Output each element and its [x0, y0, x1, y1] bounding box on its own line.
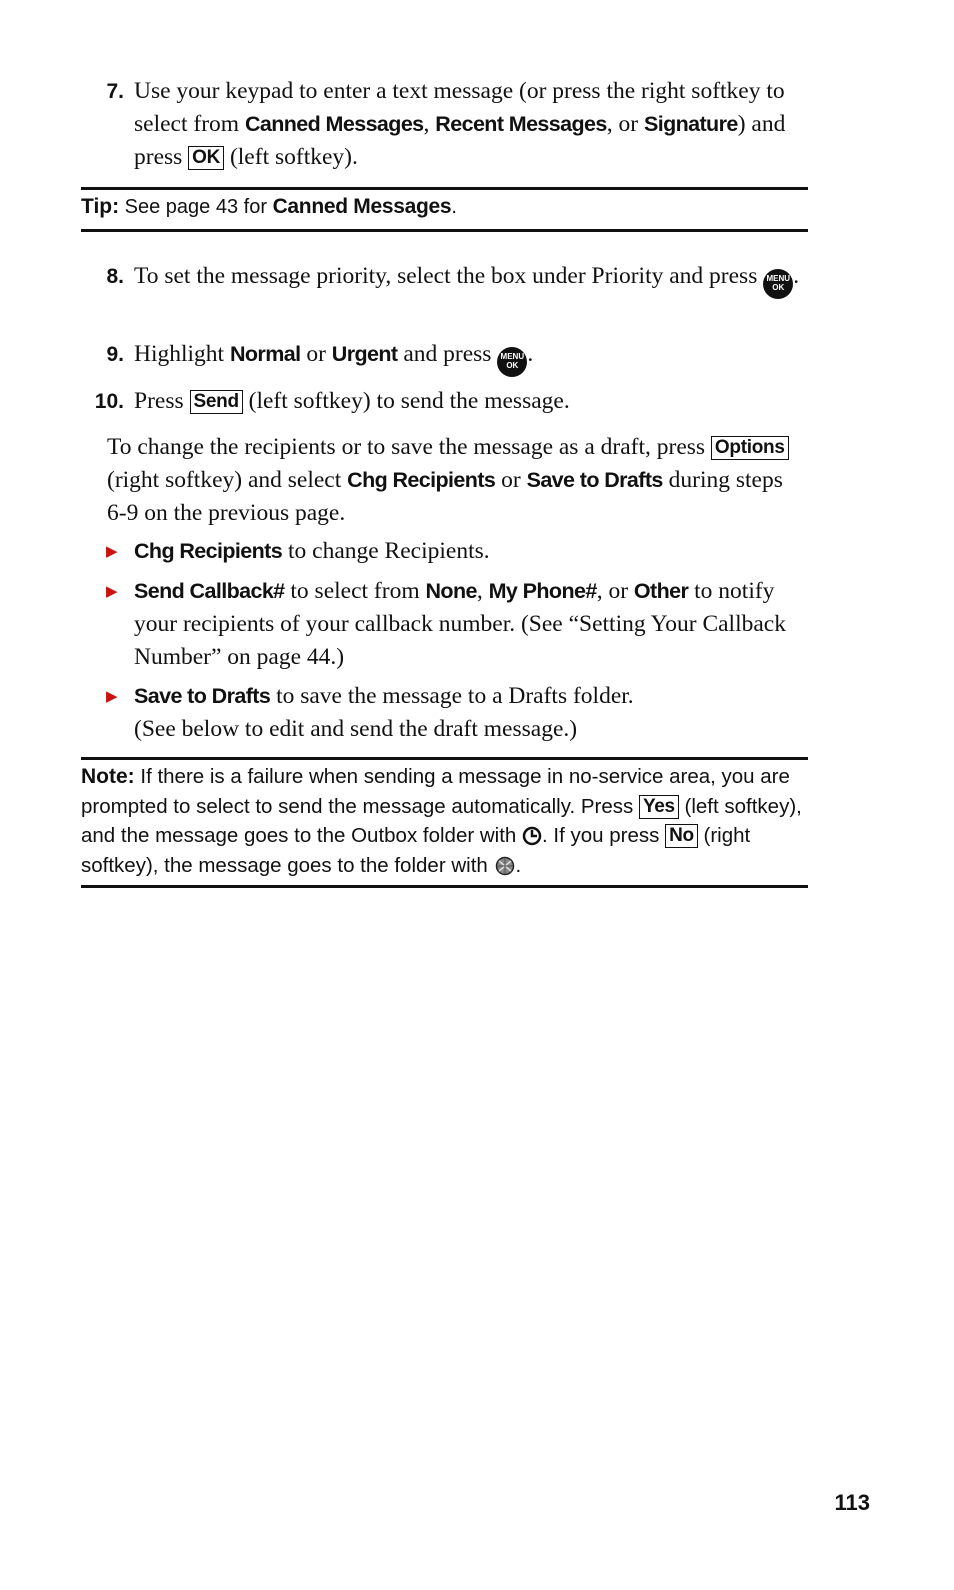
options-softkey: Options — [711, 436, 789, 460]
bullet-text: (See below to edit and send the draft message.) — [134, 716, 578, 742]
note-text: (right softkey), the message goes to the folder with — [81, 824, 751, 877]
ok-softkey: OK — [188, 146, 224, 170]
tip-bold: Canned Messages — [272, 195, 452, 218]
step-text: ) and press — [134, 111, 786, 170]
save-to-drafts-label: Save to Drafts — [526, 468, 663, 492]
bullet-text: to change Recipients. — [282, 538, 490, 564]
para-text: (right softkey) and select — [107, 467, 348, 493]
none-label: None — [425, 579, 477, 603]
bullet-send-callback — [106, 575, 814, 674]
step-text: or — [300, 341, 332, 367]
tip-top-rule — [81, 187, 808, 190]
tip-bottom-rule — [81, 229, 808, 232]
step-9 — [106, 338, 814, 377]
step-text: (left softkey) to send the message. — [242, 388, 570, 414]
step-number: 10. — [94, 390, 124, 413]
step-text: . — [793, 263, 800, 289]
tip-label: Tip: — [81, 195, 120, 218]
note-text: (left softkey), and the message goes to the Outbox folder with — [81, 794, 802, 847]
menu-icon-line2: OK — [772, 283, 785, 292]
bullet-text: to select from — [284, 578, 426, 604]
bullet-chg-recipients — [106, 535, 814, 568]
other-label: Other — [633, 579, 689, 603]
para-text: To change the recipients or to save the message as a draft, press — [107, 434, 711, 460]
menu-icon-line1: MENU — [500, 352, 525, 361]
note-text: . — [515, 853, 522, 877]
note-label: Note: — [81, 765, 135, 788]
separator: , — [423, 111, 436, 137]
step-text: Highlight — [134, 341, 230, 367]
step-text: Press — [134, 388, 190, 414]
bullet-bold: Save to Drafts — [134, 684, 271, 708]
step-text: (left softkey). — [224, 144, 358, 170]
step-number: 7. — [106, 80, 124, 103]
chg-recipients-label: Chg Recipients — [347, 468, 496, 492]
separator: , or — [596, 578, 634, 604]
para-text: or — [495, 467, 527, 493]
note-bottom-rule — [81, 885, 808, 888]
bullet-bold: Chg Recipients — [134, 539, 283, 563]
recipients-paragraph — [107, 431, 807, 530]
signature-label: Signature — [643, 112, 738, 136]
canned-messages-label: Canned Messages — [244, 112, 424, 136]
tip-box — [81, 192, 808, 222]
unsent-folder-icon — [494, 855, 516, 875]
page-number: 113 — [834, 1490, 870, 1515]
bullet-arrow-icon: ▶ — [106, 687, 118, 705]
bullet-bold: Send Callback# — [134, 579, 285, 603]
send-softkey: Send — [190, 390, 243, 414]
step-7 — [106, 75, 814, 174]
no-softkey: No — [665, 824, 698, 848]
urgent-label: Urgent — [331, 342, 398, 366]
recent-messages-label: Recent Messages — [435, 112, 607, 136]
menu-ok-key-icon — [497, 347, 527, 377]
step-number: 8. — [106, 265, 124, 288]
menu-ok-key-icon — [763, 269, 793, 299]
separator: , — [476, 578, 489, 604]
bullet-text: to save the message to a Drafts folder. — [270, 683, 634, 709]
menu-icon-line2: OK — [506, 361, 519, 370]
note-box — [81, 762, 808, 880]
yes-softkey: Yes — [639, 795, 679, 819]
step-text: . — [527, 341, 534, 367]
step-text: To set the message priority, select the box under Priority and press — [134, 263, 764, 289]
step-text: Use your keypad to enter a text message (or press the right softkey to select from — [134, 78, 785, 137]
step-8 — [106, 260, 814, 299]
bullet-save-to-drafts — [106, 680, 814, 746]
note-text: If there is a failure when sending a message in no-service area, you are prompted to select to send the message automatically. Press — [81, 765, 790, 818]
bullet-text: to notify your recipients of your callback number. (See “Setting Your Callback Number” on page 44.) — [134, 578, 786, 670]
tip-text: See page 43 for — [119, 196, 273, 218]
step-text: and press — [397, 341, 498, 367]
outbox-clock-icon — [522, 825, 542, 845]
step-10 — [94, 385, 814, 418]
note-top-rule — [81, 757, 808, 760]
separator: , or — [606, 111, 644, 137]
bullet-arrow-icon: ▶ — [106, 542, 118, 560]
para-text: during steps 6-9 on the previous page. — [107, 467, 783, 526]
menu-icon-line1: MENU — [766, 274, 791, 283]
step-number: 9. — [106, 343, 124, 366]
note-text: . If you press — [542, 824, 666, 847]
normal-label: Normal — [229, 342, 301, 366]
my-phone-label: My Phone# — [488, 579, 597, 603]
bullet-arrow-icon: ▶ — [106, 582, 118, 600]
tip-text: . — [451, 196, 457, 218]
